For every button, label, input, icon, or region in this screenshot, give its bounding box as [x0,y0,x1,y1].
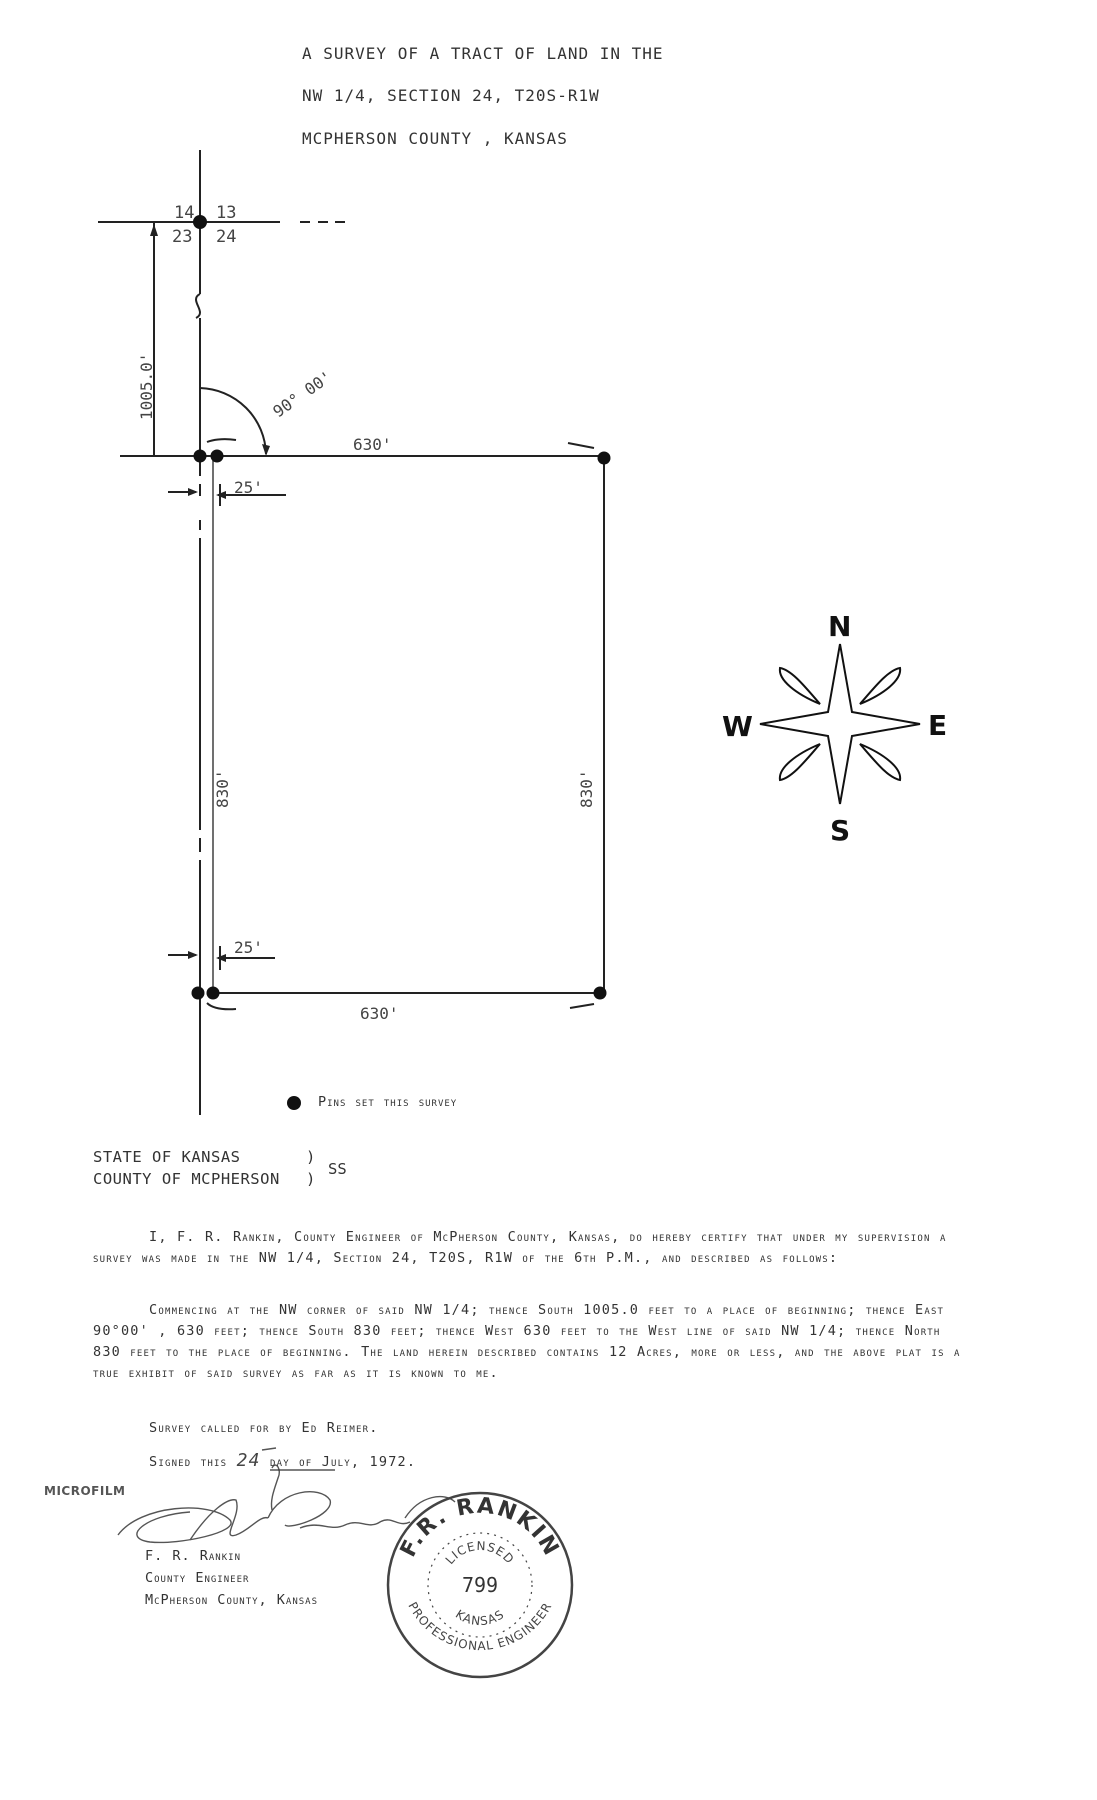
seal-name: F.R. RANKIN [395,1493,565,1562]
seal-licensed: LICENSED [442,1538,518,1567]
legend-pin-icon [287,1096,301,1110]
venue-ss: SS [328,1160,347,1178]
venue-county: COUNTY OF MCPHERSON [93,1170,280,1188]
signer-name: F. R. Rankin [145,1548,241,1564]
pin-nw [194,450,207,463]
microfilm-stamp: MICROFILM [44,1484,126,1498]
svg-text:LICENSED [443,1539,518,1567]
pin-sw [192,987,205,1000]
venue-state: STATE OF KANSAS [93,1148,241,1166]
seal-state: KANSAS [452,1606,508,1629]
compass-s: S [830,814,851,847]
seal-profession: PROFESSIONAL ENGINEER [405,1599,555,1654]
label-west-830: 830' [213,769,232,808]
certificate-signed-line: Signed this 24 day of July, 1972. [149,1450,417,1471]
label-offset-top: 25' [234,478,263,497]
pin-ne [598,452,611,465]
angle-arc [200,388,266,454]
signed-day: 24 [236,1450,261,1471]
corner-label-24: 24 [216,227,237,247]
venue-bracket-1: ) [306,1148,316,1166]
compass-rose-icon [760,644,920,804]
survey-title-line-2: NW 1/4, SECTION 24, T20S-R1W [302,86,600,105]
pin-nw-offset [211,450,224,463]
certificate-paragraph-2: Commencing at the NW corner of said NW 1/4; thence South 1005.0 feet to a place of beginning; thence East 90°00' , 630 feet; thence South 830 feet; thence West 630 feet to the West line of said NW 1/4; thence North 830 feet to the place of beginning. The land herein described contains 12 Acres, more or less, and the above plat is a true exhibit of said survey as far as it is known to me. [93,1302,961,1381]
label-east-830: 830' [577,769,596,808]
compass-w: W [722,710,753,743]
legend-pins: Pins set this survey [318,1094,458,1110]
venue-bracket-2: ) [306,1170,316,1188]
pin-se [594,987,607,1000]
corner-label-13: 13 [216,203,237,223]
certificate-paragraph-3: Survey called for by Ed Reimer. [149,1420,379,1436]
corner-label-23: 23 [172,227,193,247]
label-offset-bottom: 25' [234,938,263,957]
seal-number: 799 [461,1573,499,1597]
pin-section-corner [193,215,207,229]
signer-county: McPherson County, Kansas [145,1592,319,1608]
survey-title-line-3: MCPHERSON COUNTY , KANSAS [302,129,568,148]
label-angle: 90° 00' [269,367,336,422]
label-1005: 1005.0' [137,352,156,420]
compass-n: N [828,610,852,643]
survey-title-line-1: A SURVEY OF A TRACT OF LAND IN THE [302,44,664,63]
svg-text:KANSAS [453,1607,507,1628]
label-south-630: 630' [360,1004,399,1023]
label-north-630: 630' [353,435,392,454]
pin-sw-offset [207,987,220,1000]
certificate-paragraph-1: I, F. R. Rankin, County Engineer of McPherson County, Kansas, do hereby certify that under my supervision a survey was made in the NW 1/4, Section 24, T20S, R1W of the 6th P.M., and described as follows: [93,1229,947,1266]
signer-title: County Engineer [145,1570,250,1586]
corner-label-14: 14 [174,203,195,223]
compass-e: E [928,709,948,742]
